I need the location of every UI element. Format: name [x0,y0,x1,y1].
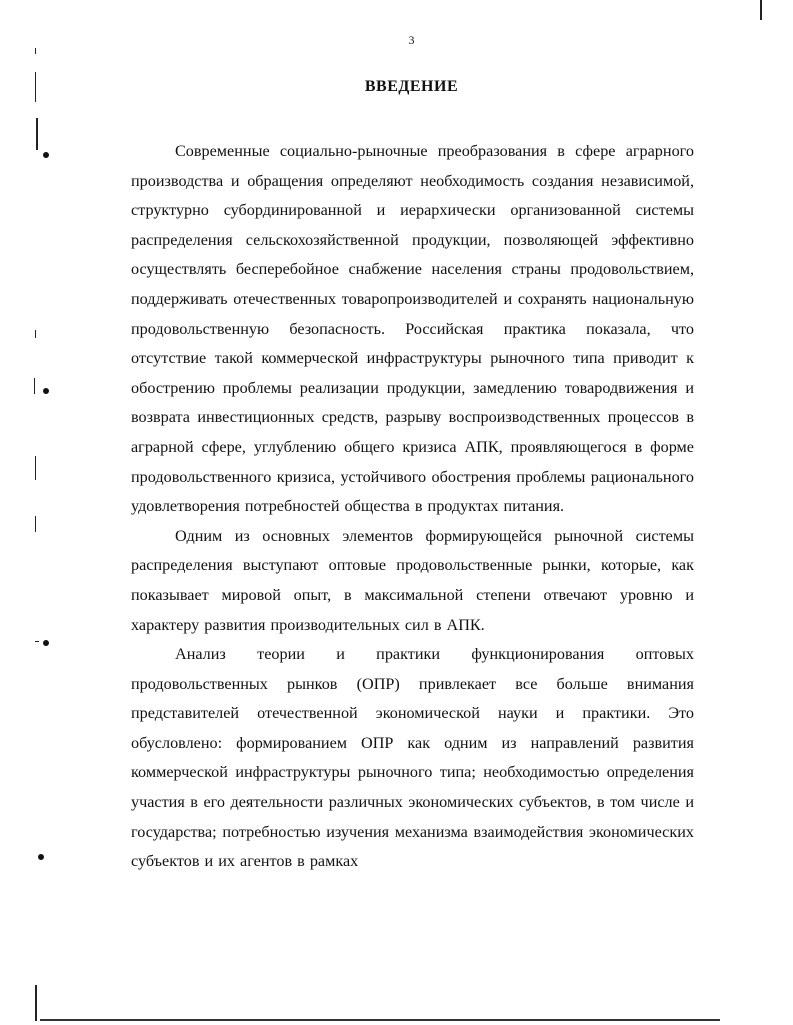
scan-mark [35,516,36,532]
scan-mark [34,378,35,394]
page-title: ВВЕДЕНИЕ [364,78,459,95]
scan-mark [35,72,36,102]
scan-dot [43,640,49,646]
paragraph-3: Анализ теории и практики функционирования оптовых продовольственных рынков (ОПР) привлекает все больше внимания представителей отечественной экономической науки и практики. Это обусловлено: формированием ОПР как одним из направлений развития коммерческой инфраструктуры рыночного типа; необходимостью определения участия в его деятельности различных экономических субъектов, в том числе и государства; потребностью изучения механизма взаимодействия экономических субъектов и их агентов в рамках [131,645,694,871]
scan-mark [35,330,36,338]
scan-mark [760,0,762,20]
scan-dot [38,854,44,860]
scan-dot [43,388,49,394]
scan-edge-line [40,1019,720,1021]
scan-mark [36,118,38,150]
paragraph-2: Одним из основных элементов формирующейся рыночной системы распределения выступают оптовые продовольственные рынки, которые, как показывает мировой опыт, в максимальной степени отвечают уровню и характеру развития производительных сил в АПК. [131,526,694,634]
scan-mark [35,456,36,480]
paragraph-1: Современные социально-рыночные преобразования в сфере аграрного производства и обращения определяют необходимость создания независимой, структурно субординированной и иерархически организованной системы распределения сельскохозяйственной продукции, позволяющей эффективно осуществлять бесперебойное снабжение населения страны продовольствием, поддерживать отечественных товаропроизводителей и сохранять национальную продовольственную безопасность. Российская практика показала, что отсутствие такой коммерческой инфраструктуры рыночного типа приводит к обострению проблемы реализации продукции, замедлению товародвижения и возврата инвестиционных средств, разрыву воспроизводственных процессов в аграрной сфере, углублению общего кризиса АПК, проявляющегося в форме продовольственного кризиса, устойчивого обострения проблемы рационального удовлетворения потребностей общества в продуктах питания. [131,142,694,516]
scan-mark [35,48,36,54]
scan-dot [43,152,49,158]
page-number: 3 [408,33,415,47]
document-body [131,137,694,877]
scan-mark [35,985,37,1021]
scan-mark [35,641,39,642]
